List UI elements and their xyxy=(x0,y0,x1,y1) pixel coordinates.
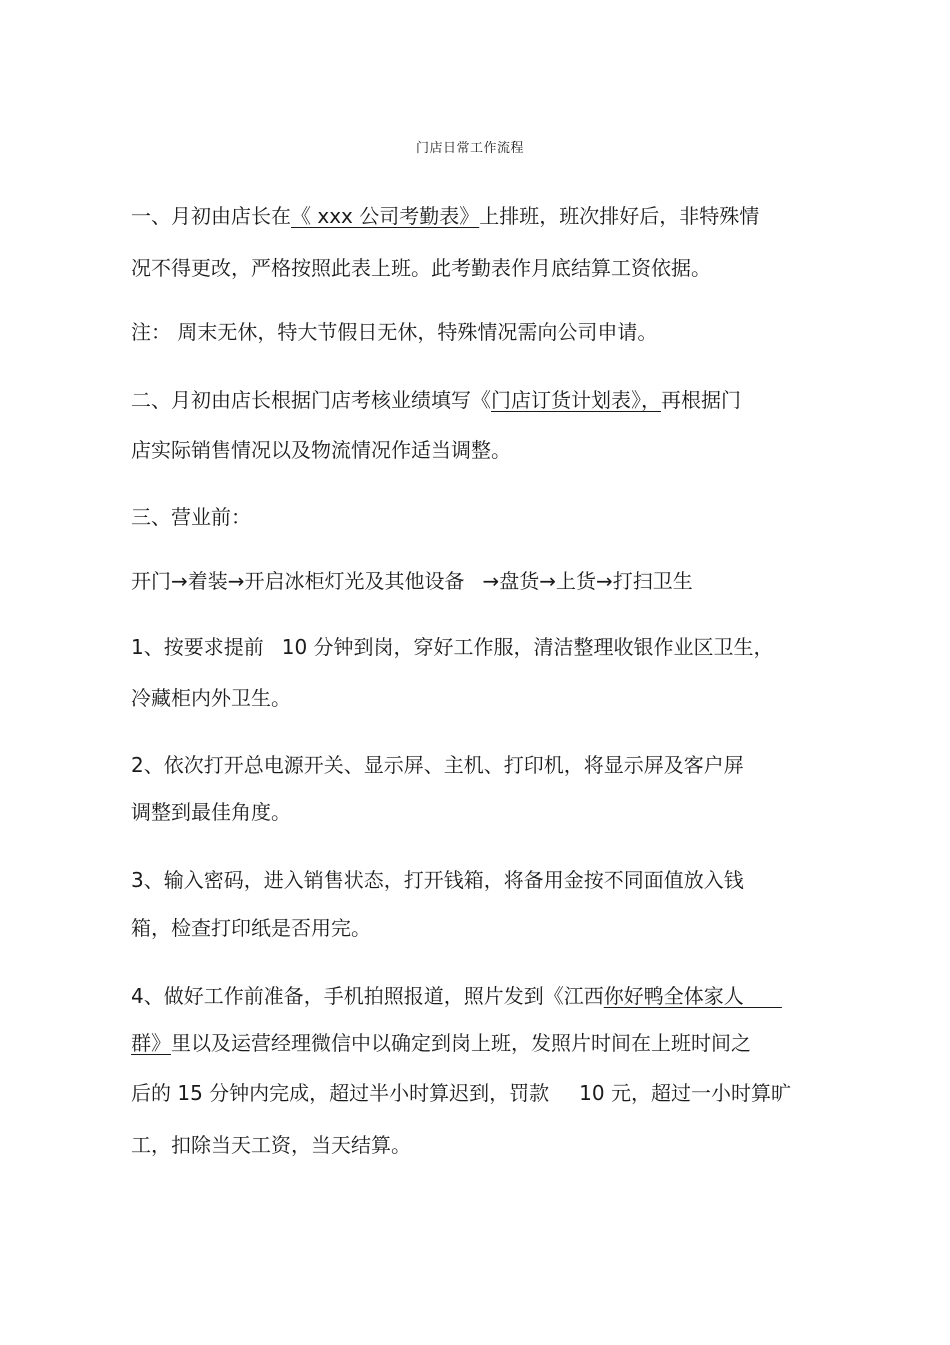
item-1-line-2: 冷藏柜内外卫生。 xyxy=(131,686,291,710)
note-line: 注： 周末无休，特大节假日无休，特殊情况需向公司申请。 xyxy=(131,320,658,344)
opening-flow-b: →盘货→上货→打扫卫生 xyxy=(482,569,693,593)
item-4-line-3 xyxy=(131,1079,791,1107)
page-title: 门店日常工作流程 xyxy=(415,141,524,156)
item-2-line-1: 2、依次打开总电源开关、显示屏、主机、打印机，将显示屏及客户屏 xyxy=(131,753,744,777)
item-4-text-a: 4、做好工作前准备，手机拍照报道，照片发到《江西 xyxy=(131,984,604,1008)
section-1-text-a: 一、月初由店长在 xyxy=(131,204,291,228)
item-4-text-b: 里以及运营经理微信中以确定到岗上班，发照片时间在上班时间之 xyxy=(171,1031,751,1055)
attendance-sheet-reference: 《 xxx 公司考勤表》 xyxy=(291,204,480,228)
section-3-heading: 三、营业前： xyxy=(131,505,251,529)
item-3-line-1: 3、输入密码，进入销售状态，打开钱箱，将备用金按不同面值放入钱 xyxy=(131,868,744,892)
order-plan-reference: 门店订货计划表》， xyxy=(491,388,661,412)
section-2-line-1 xyxy=(131,386,741,414)
item-4-line-4: 工，扣除当天工资，当天结算。 xyxy=(131,1133,411,1157)
section-2-text-a: 二、月初由店长根据门店考核业绩填写《 xyxy=(131,388,491,412)
item-1-line-1 xyxy=(131,633,774,661)
section-1-line-1 xyxy=(131,202,759,230)
item-4-text-c: 后的 15 分钟内完成，超过半小时算迟到，罚款 xyxy=(131,1081,550,1105)
item-1-text-a: 1、按要求提前 xyxy=(131,635,264,659)
wechat-group-reference-b: 群》 xyxy=(131,1031,171,1055)
section-1-text-b: 上排班，班次排好后，非特殊情 xyxy=(479,204,760,228)
item-4-line-1 xyxy=(131,982,782,1010)
item-4-line-2 xyxy=(131,1029,751,1057)
item-4-text-d: 10 元，超过一小时算旷 xyxy=(579,1081,791,1105)
opening-flow-a: 开门→着装→开启冰柜灯光及其他设备 xyxy=(131,569,465,593)
section-1-line-2: 况不得更改，严格按照此表上班。此考勤表作月底结算工资依据。 xyxy=(131,256,711,280)
item-3-line-2: 箱，检查打印纸是否用完。 xyxy=(131,916,371,940)
item-1-text-b: 10 分钟到岗，穿好工作服，清洁整理收银作业区卫生， xyxy=(281,635,774,659)
section-2-text-b: 再根据门 xyxy=(661,388,741,412)
opening-flow-line xyxy=(131,567,693,595)
item-2-line-2: 调整到最佳角度。 xyxy=(131,800,291,824)
wechat-group-reference-a: 你好鸭全体家人 xyxy=(603,984,782,1008)
section-2-line-2: 店实际销售情况以及物流情况作适当调整。 xyxy=(131,438,511,462)
